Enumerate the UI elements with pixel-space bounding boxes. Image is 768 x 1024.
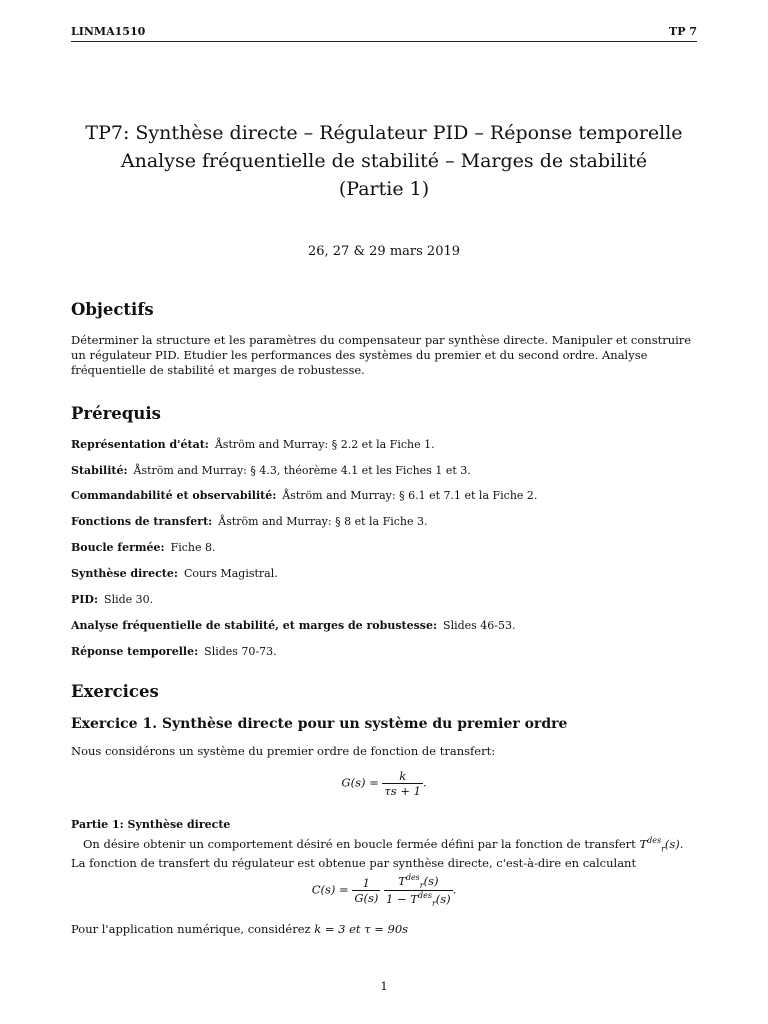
- prerequis-item: [71, 488, 697, 503]
- equation-g-numerator: k: [382, 769, 423, 784]
- document-date: 26, 27 & 29 mars 2019: [307, 244, 461, 259]
- prerequis-label: Réponse temporelle:: [71, 645, 199, 658]
- prerequis-text: Åström and Murray: § 2.2 et la Fiche 1.: [214, 438, 435, 451]
- partie-1-title: [71, 817, 697, 832]
- prerequis-label: Synthèse directe:: [71, 567, 178, 580]
- prerequis-label: Fonctions de transfert:: [71, 515, 213, 528]
- exercice-1-heading: Exercice 1. Synthèse directe pour un système du premier ordre: [71, 716, 568, 732]
- prerequis-heading: Prérequis: [71, 404, 161, 423]
- course-code: LINMA1510: [71, 25, 146, 38]
- objectifs-heading: Objectifs: [71, 300, 154, 319]
- prerequis-item: [71, 437, 697, 452]
- equation-c-end: .: [452, 882, 457, 897]
- prerequis-text: Åström and Murray: § 8 et la Fiche 3.: [218, 515, 428, 528]
- prerequis-text: Åström and Murray: § 4.3, théorème 4.1 et les Fiches 1 et 3.: [133, 464, 471, 477]
- partie-1-label: Partie 1: Synthèse directe: [71, 818, 231, 831]
- objectifs-text: Déterminer la structure et les paramètres du compensateur par synthèse directe. Manipuler et construire un régulateur PID. Etudier les performances des systèmes du premier et du second ordre. Analyse fréquentielle de stabilité et marges de robustesse.: [71, 333, 692, 377]
- prerequis-label: Représentation d'état:: [71, 438, 209, 451]
- page-number: 1: [380, 979, 388, 993]
- header-rule: [71, 41, 697, 42]
- prerequis-text: Slides 70-73.: [204, 645, 277, 658]
- equation-g-denominator: τs + 1: [384, 784, 421, 798]
- title-line-1: TP7: Synthèse directe – Régulateur PID – Réponse temporelle: [85, 122, 683, 144]
- prerequis-label: Stabilité:: [71, 464, 128, 477]
- title-line-2: Analyse fréquentielle de stabilité – Marges de stabilité: [120, 150, 648, 172]
- prerequis-text: Slide 30.: [104, 593, 154, 606]
- equation-g-lhs: G(s) =: [341, 775, 379, 790]
- tp-number: TP 7: [669, 25, 697, 38]
- equation-g-fraction: [382, 769, 423, 798]
- numerical-text: Pour l'application numérique, considérez: [71, 922, 315, 936]
- equation-c-fraction-2: $\frac{T^{des}_r(s)}{1 - T^{des}_r(s)}$: [386, 873, 451, 909]
- title-line-3: (Partie 1): [338, 178, 430, 200]
- prerequis-label: PID:: [71, 593, 99, 606]
- equation-c: [0, 873, 768, 908]
- running-header: [71, 25, 697, 41]
- transfer-symbol: $T^{des}_r(s)$: [639, 836, 680, 854]
- prerequis-item: [71, 566, 697, 581]
- prerequis-item: [71, 540, 697, 555]
- equation-g: [0, 769, 768, 798]
- equation-c-lhs: C(s) =: [311, 882, 349, 897]
- prerequis-text: Åström and Murray: § 6.1 et 7.1 et la Fiche 2.: [282, 489, 538, 502]
- prerequis-text: Cours Magistral.: [183, 567, 278, 580]
- prerequis-label: Analyse fréquentielle de stabilité, et marges de robustesse:: [71, 619, 438, 632]
- partie-1-text-a: On désire obtenir un comportement désiré en boucle fermée défini par la fonction de transfert: [83, 836, 640, 851]
- prerequis-label: Commandabilité et observabilité:: [71, 489, 277, 502]
- numerical-application: [71, 922, 697, 937]
- exercices-heading: Exercices: [71, 682, 159, 701]
- prerequis-text: Slides 46-53.: [443, 619, 516, 632]
- prerequis-item: [71, 644, 697, 659]
- partie-1-text: [71, 833, 697, 871]
- prerequis-item: [71, 463, 697, 478]
- equation-g-end: .: [422, 775, 427, 790]
- prerequis-label: Boucle fermée:: [71, 541, 165, 554]
- prerequis-item: [71, 592, 697, 607]
- document-title: [40, 119, 728, 203]
- numerical-values: k = 3 et τ = 90s: [314, 922, 409, 936]
- exercice-1-intro: Nous considérons un système du premier ordre de fonction de transfert:: [71, 744, 496, 758]
- equation-c-fraction-1: $\frac{1}{G(s)}$: [354, 876, 379, 906]
- partie-1-text-b: . La fonction de transfert du régulateur est obtenue par synthèse directe, c'est-à-dire en calculant: [71, 836, 684, 871]
- prerequis-item: [71, 514, 697, 529]
- prerequis-text: Fiche 8.: [170, 541, 216, 554]
- prerequis-item: [71, 618, 697, 633]
